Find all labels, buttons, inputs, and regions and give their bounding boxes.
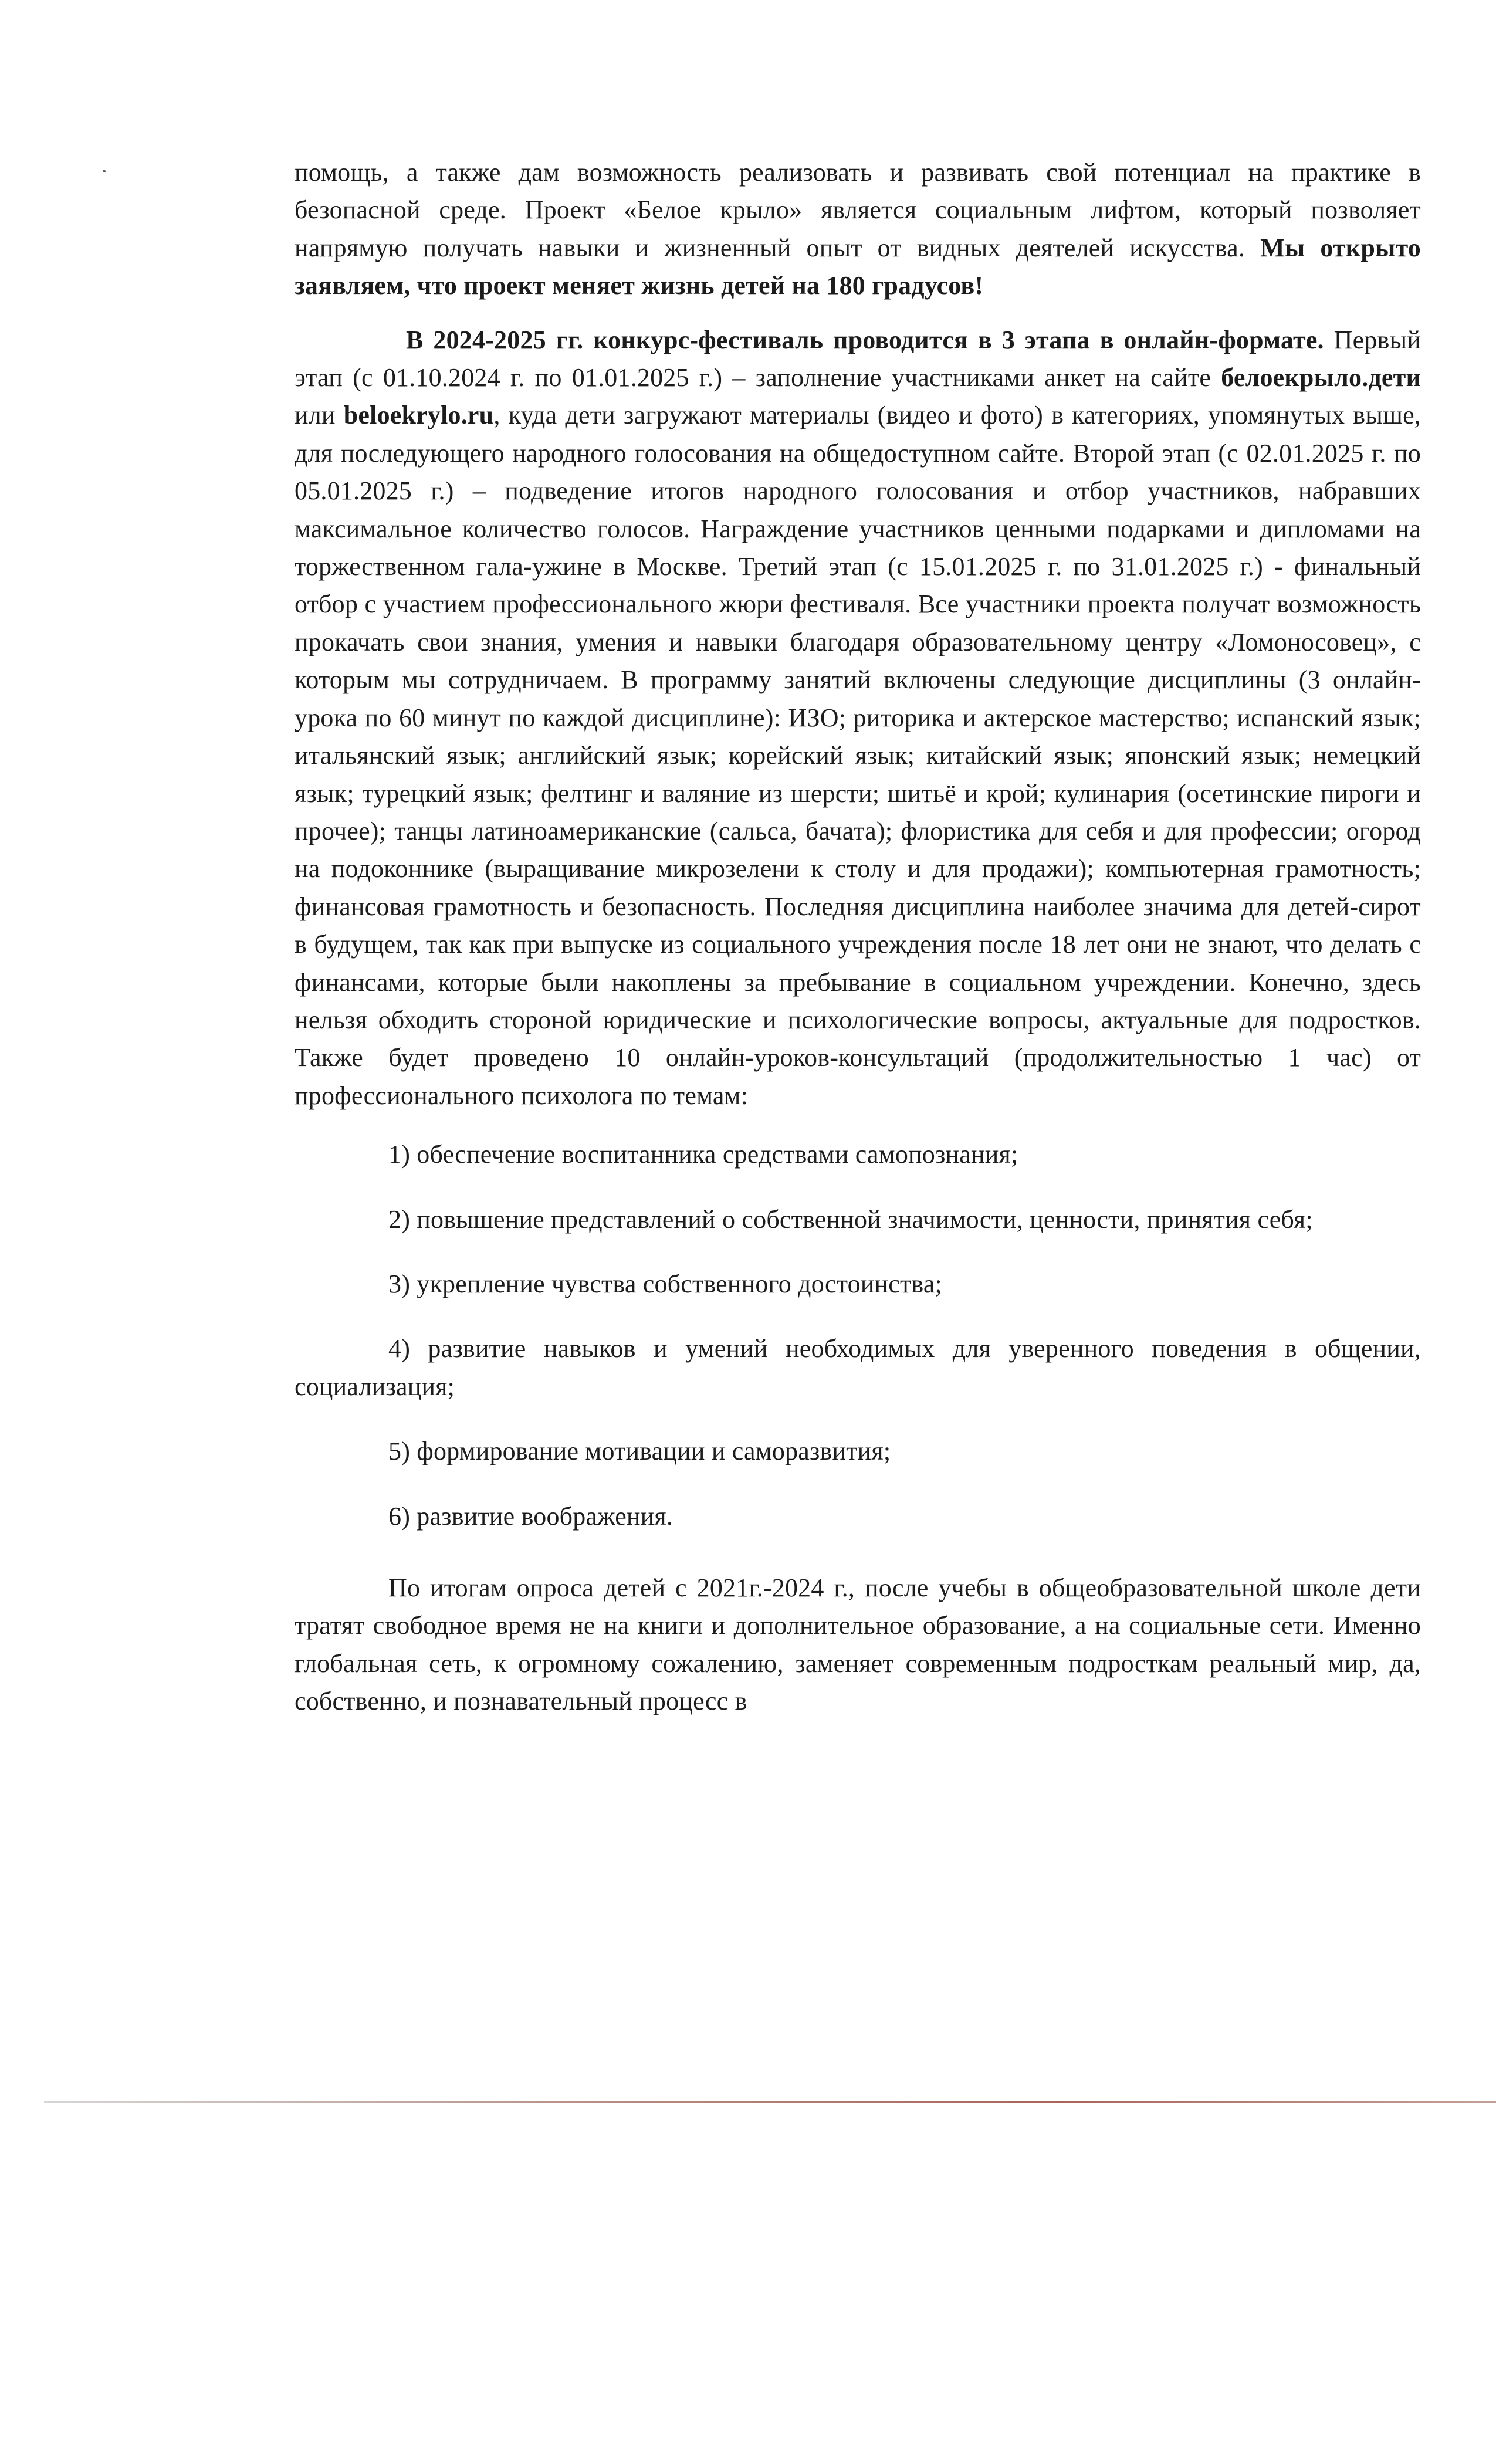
list-item: 6) развитие воображения. bbox=[388, 1501, 673, 1531]
site-link-cyrillic: белоекрыло.дети bbox=[1221, 363, 1421, 392]
list-item: 3) укрепление чувства собственного достоинства; bbox=[388, 1269, 942, 1298]
paragraph-1-bold-statement: Мы открыто заявляем, что проект меняет жизнь детей на 180 градусов! bbox=[295, 233, 1421, 300]
paragraph-2-text-c: , куда дети загружают материалы (видео и фото) в категориях, упомянутых выше, для последующего народного голосования на общедоступном сайте. Второй этап (с 02.01.2025 г. по 05.01.2025 г.) – подведение итогов народного голосования и отбор участников, набравших максимальное количество голосов. Награждение участников ценными подарками и дипломами на торжественном гала-ужине в Москве. Третий этап (с 15.01.2025 г. по 31.01.2025 г.) - финальный отбор с участием профессионального жюри фестиваля. Все участники проекта получат возможность прокачать свои знания, умения и навыки благодаря образовательному центру «Ломоносовец», с которым мы сотрудничаем. В программу занятий включены следующие дисциплины (3 онлайн-урока по 60 минут по каждой дисциплине): ИЗО; риторика и актерское мастерство; испанский язык; итальянский язык; английский язык; корейский язык; китайский язык; японский язык; немецкий язык; турецкий язык; фелтинг и валяние из шерсти; шитьё и крой; кулинария (осетинские пироги и прочее); танцы латиноамериканские (сальса, бачата); флористика для себя и для профессии; огород на подоконнике (выращивание микрозелени к столу и для продажи); компьютерная грамотность; финансовая грамотность и безопасность. Последняя дисциплина наиболее значима для детей-сирот в будущем, так как при выпуске из социального учреждения после 18 лет они не знают, что делать с финансами, которые были накоплены за пребывание в социальном учреждении. Конечно, здесь нельзя обходить стороной юридические и психологические вопросы, актуальные для подростков. Также будет проведено 10 онлайн-уроков-консультаций (продолжительностью 1 час) от профессионального психолога по темам: bbox=[295, 401, 1421, 1110]
list-item: 4) развитие навыков и умений необходимых для уверенного поведения в общении, социализация; bbox=[295, 1334, 1421, 1401]
list-item: 1) обеспечение воспитанника средствами самопознания; bbox=[388, 1140, 1018, 1169]
paragraph-festival-stages bbox=[295, 321, 1421, 1115]
paragraph-2-bold-lead: В 2024-2025 гг. конкурс-фестиваль проводится в 3 этапа в онлайн-формате. bbox=[406, 325, 1324, 354]
paragraph-continuation bbox=[295, 154, 1421, 305]
site-link-latin: beloekrylo.ru bbox=[343, 401, 494, 430]
paragraph-2-text-b: или bbox=[295, 401, 336, 430]
paragraph-survey: По итогам опроса детей с 2021г.-2024 г., после учебы в общеобразовательной школе дети тратят свободное время не на книги и дополнительное образование, а на социальные сети. Именно глобальная сеть, к огромному сожалению, заменяет современным подросткам реальный мир, да, собственно, и познавательный процесс в bbox=[295, 1573, 1421, 1716]
paragraph-2-text-a: Первый этап (с 01.10.2024 г. по 01.01.2025 г.) – заполнение участниками анкет на сайте bbox=[295, 325, 1421, 392]
document-body bbox=[295, 154, 1421, 1721]
scan-speck bbox=[103, 170, 106, 172]
paragraph-1-text: помощь, а также дам возможность реализовать и развивать свой потенциал на практике в безопасной среде. Проект «Белое крыло» является социальным лифтом, который позволяет напрямую получать навыки и жизненный опыт от видных деятелей искусства. bbox=[295, 158, 1421, 262]
list-item: 5) формирование мотивации и саморазвития; bbox=[388, 1437, 891, 1466]
scan-page-edge bbox=[44, 2101, 1496, 2103]
list-item: 2) повышение представлений о собственной значимости, ценности, принятия себя; bbox=[388, 1204, 1313, 1234]
